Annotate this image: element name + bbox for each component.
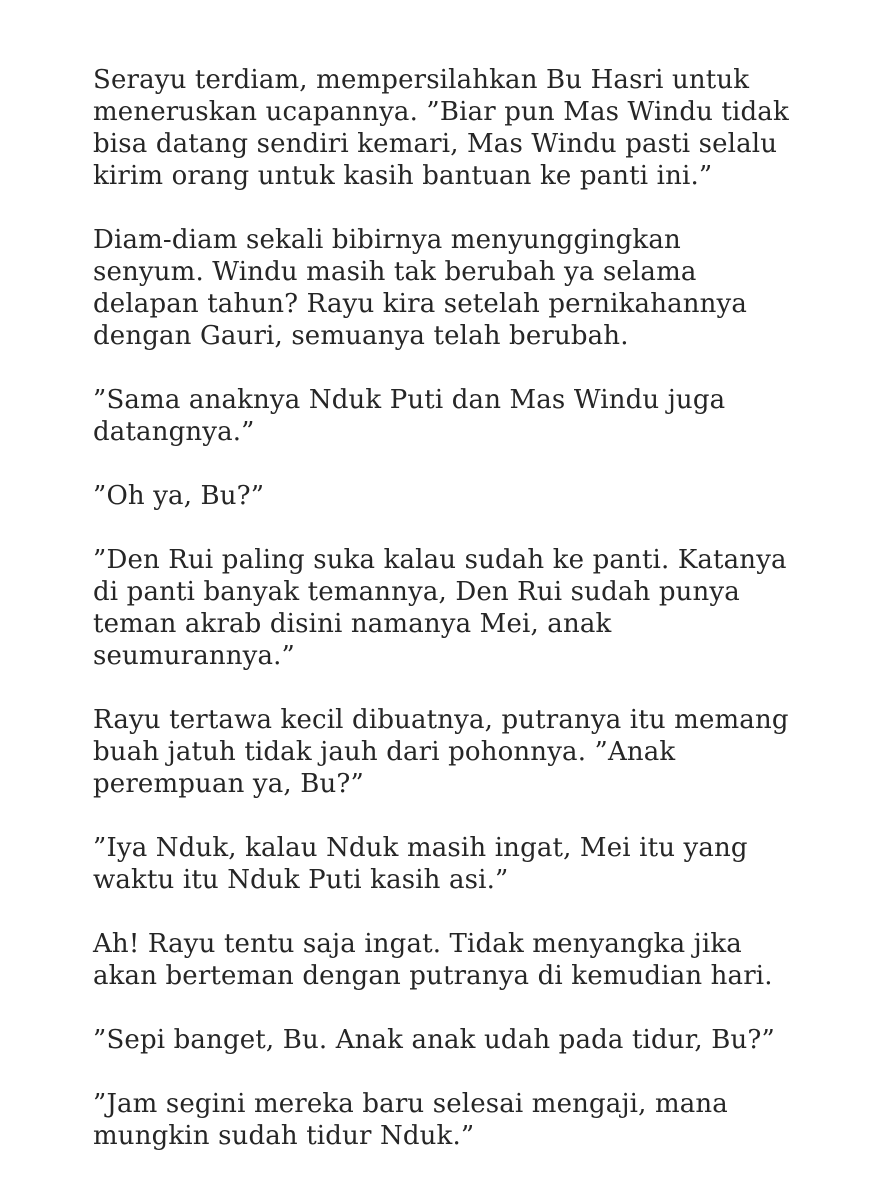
text-line: delapan tahun? Rayu kira setelah pernikahannya (93, 289, 748, 319)
paragraph-7 (93, 832, 863, 896)
paragraph-6 (93, 704, 863, 800)
text-line: di panti banyak temannya, Den Rui sudah punya (93, 577, 740, 607)
text-line: seumurannya.” (93, 641, 295, 671)
text-line: kirim orang untuk kasih bantuan ke panti ini.” (93, 161, 713, 191)
paragraph-9 (93, 1024, 863, 1056)
paragraph-10 (93, 1088, 863, 1152)
text-line: ”Oh ya, Bu?” (93, 481, 265, 511)
text-line: ”Jam segini mereka baru selesai mengaji, mana (93, 1089, 728, 1119)
text-line: ”Sama anaknya Nduk Puti dan Mas Windu juga (93, 385, 726, 415)
text-line: mungkin sudah tidur Nduk.” (93, 1121, 475, 1151)
text-line: senyum. Windu masih tak berubah ya selama (93, 257, 697, 287)
paragraph-5 (93, 544, 863, 672)
text-line: buah jatuh tidak jauh dari pohonnya. ”Anak (93, 737, 676, 767)
text-line: Diam-diam sekali bibirnya menyunggingkan (93, 225, 681, 255)
text-line: perempuan ya, Bu?” (93, 769, 364, 799)
paragraph-4 (93, 480, 863, 512)
text-line: teman akrab disini namanya Mei, anak (93, 609, 612, 639)
text-line: Ah! Rayu tentu saja ingat. Tidak menyangka jika (93, 929, 742, 959)
paragraph-8 (93, 928, 863, 992)
text-line: Serayu terdiam, mempersilahkan Bu Hasri untuk (93, 65, 750, 95)
text-line: meneruskan ucapannya. ”Biar pun Mas Windu tidak (93, 97, 789, 127)
text-line: akan berteman dengan putranya di kemudian hari. (93, 961, 773, 991)
text-line: dengan Gauri, semuanya telah berubah. (93, 321, 629, 351)
text-line: Rayu tertawa kecil dibuatnya, putranya itu memang (93, 705, 789, 735)
text-line: ”Sepi banget, Bu. Anak anak udah pada tidur, Bu?” (93, 1025, 775, 1055)
text-line: waktu itu Nduk Puti kasih asi.” (93, 865, 509, 895)
paragraph-3 (93, 384, 863, 448)
story-text (93, 64, 863, 1184)
text-line: ”Den Rui paling suka kalau sudah ke panti. Katanya (93, 545, 787, 575)
text-line: ”Iya Nduk, kalau Nduk masih ingat, Mei itu yang (93, 833, 748, 863)
text-line: datangnya.” (93, 417, 255, 447)
text-line: bisa datang sendiri kemari, Mas Windu pasti selalu (93, 129, 778, 159)
paragraph-2 (93, 224, 863, 352)
paragraph-1 (93, 64, 863, 192)
